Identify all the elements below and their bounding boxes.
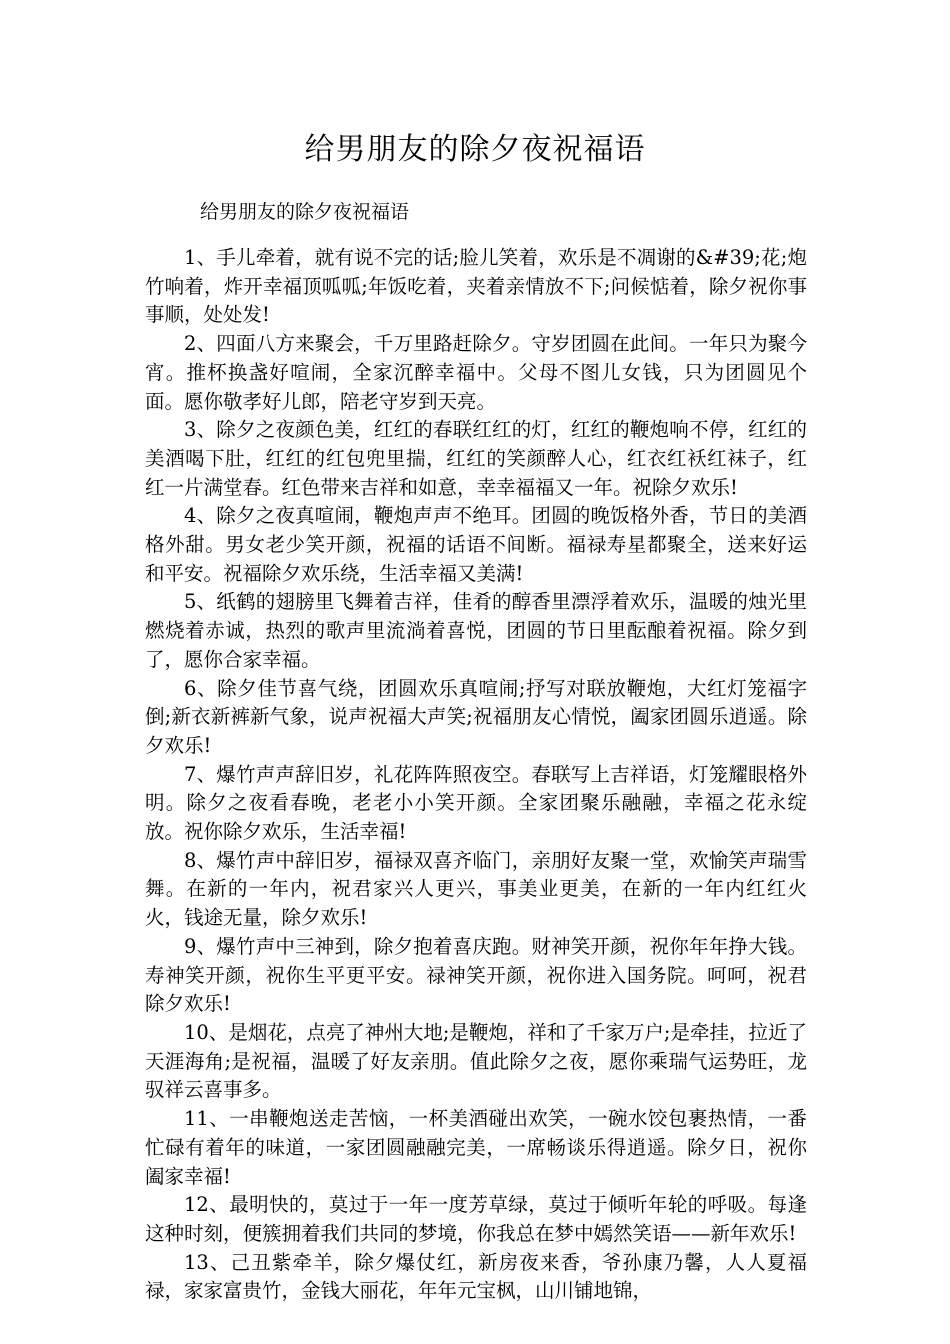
paragraph-10: 10、是烟花，点亮了神州大地;是鞭炮，祥和了千家万户;是牵挂，拉近了天涯海角;是祝福，温暖了好友亲朋。值此除夕之夜，愿你乘瑞气运势旺，龙驭祥云喜事多。 [145,1020,807,1102]
paragraph-8: 8、爆竹声中辞旧岁，福禄双喜齐临门，亲朋好友聚一堂，欢愉笑声瑞雪舞。在新的一年内，祝君家兴人更兴，事美业更美，在新的一年内红红火火，钱途无量，除夕欢乐! [145,848,807,930]
paragraph-11: 11、一串鞭炮送走苦恼，一杯美酒碰出欢笑，一碗水饺包裹热情，一番忙碌有着年的味道，一家团圆融融完美，一席畅谈乐得逍遥。除夕日，祝你阖家幸福! [145,1107,807,1188]
document-title: 给男朋友的除夕夜祝福语 [304,132,646,167]
paragraph-9: 9、爆竹声中三神到，除夕抱着喜庆跑。财神笑开颜，祝你年年挣大钱。寿神笑开颜，祝你生平更平安。禄神笑开颜，祝你进入国务院。呵呵，祝君除夕欢乐! [145,934,807,1016]
paragraph-5: 5、纸鹤的翅膀里飞舞着吉祥，佳肴的醇香里漂浮着欢乐，温暖的烛光里燃烧着赤诚，热烈的歌声里流淌着喜悦，团圆的节日里酝酿着祝福。除夕到了，愿你合家幸福。 [145,590,807,671]
paragraph-7: 7、爆竹声声辞旧岁，礼花阵阵照夜空。春联写上吉祥语，灯笼耀眼格外明。除夕之夜看春晚，老老小小笑开颜。全家团聚乐融融，幸福之花永绽放。祝你除夕欢乐，生活幸福! [145,762,807,844]
document-subtitle: 给男朋友的除夕夜祝福语 [200,201,410,223]
paragraph-2: 2、四面八方来聚会，千万里路赶除夕。守岁团圆在此间。一年只为聚今宵。推杯换盏好喧闹，全家沉醉幸福中。父母不图儿女钱，只为团圆见个面。愿你敬孝好儿郎，陪老守岁到天亮。 [145,332,807,413]
document-body [145,244,807,1306]
paragraph-4: 4、除夕之夜真喧闹，鞭炮声声不绝耳。团圆的晚饭格外香，节日的美酒格外甜。男女老少笑开颜，祝福的话语不间断。福禄寿星都聚全，送来好运和平安。祝福除夕欢乐绕，生活幸福又美满! [145,504,807,585]
paragraph-13: 13、己丑紫牵羊，除夕爆仗红，新房夜来香，爷孙康乃馨，人人夏福禄，家家富贵竹，金钱大丽花，年年元宝枫，山川铺地锦， [145,1250,807,1303]
paragraph-6: 6、除夕佳节喜气绕，团圆欢乐真喧闹;抒写对联放鞭炮，大红灯笼福字倒;新衣新裤新气象，说声祝福大声笑;祝福朋友心情悦，阖家团圆乐逍遥。除夕欢乐! [145,676,807,757]
paragraph-3: 3、除夕之夜颜色美，红红的春联红红的灯，红红的鞭炮响不停，红红的美酒喝下肚，红红的红包兜里揣，红红的笑颜醉人心，红衣红袄红袜子，红红一片满堂春。红色带来吉祥和如意，幸幸福福又一年。祝除夕欢乐! [145,418,807,499]
paragraph-1: 1、手儿牵着，就有说不完的话;脸儿笑着，欢乐是不凋谢的&#39;花;炮竹响着，炸开幸福顶呱呱;年饭吃着，夹着亲情放不下;问候惦着，除夕祝你事事顺，处处发! [145,246,807,327]
paragraph-12: 12、最明快的，莫过于一年一度芳草绿，莫过于倾听年轮的呼吸。每逢这种时刻，便簇拥着我们共同的梦境，你我总在梦中嫣然笑语——新年欢乐! [145,1193,807,1245]
